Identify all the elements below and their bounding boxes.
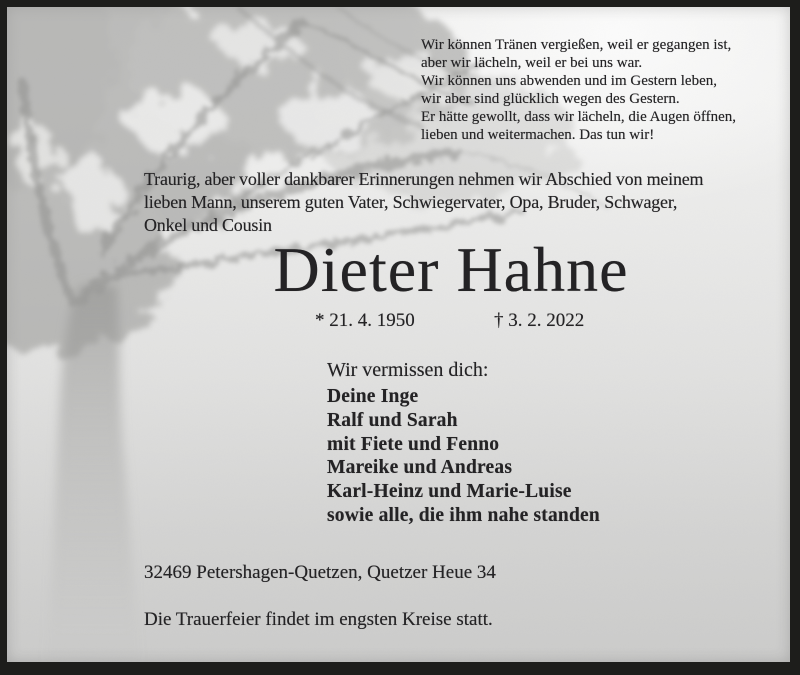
mourner-line: mit Fiete und Fenno	[327, 433, 500, 455]
deceased-name: Dieter Hahne	[273, 234, 629, 305]
mourner-line: Ralf und Sarah	[327, 409, 458, 431]
poem-line: aber wir lächeln, weil er bei uns war.	[421, 55, 643, 71]
intro-line: Onkel und Cousin	[144, 215, 272, 235]
memorial-poem	[421, 36, 736, 144]
mourners-list	[327, 385, 600, 528]
poem-line: Wir können uns abwenden und im Gestern leben,	[421, 73, 717, 89]
address-line: 32469 Petershagen-Quetzen, Quetzer Heue 34	[144, 562, 496, 583]
intro-line: lieben Mann, unserem guten Vater, Schwiegervater, Opa, Bruder, Schwager,	[144, 192, 678, 212]
birth-date: * 21. 4. 1950	[315, 310, 415, 331]
mourner-line: Deine Inge	[327, 386, 419, 407]
mourner-line: Mareike und Andreas	[327, 457, 513, 479]
poem-line: wir aber sind glücklich wegen des Gestern.	[421, 91, 680, 107]
farewell-heading: Wir vermissen dich:	[327, 359, 489, 381]
intro-paragraph	[144, 168, 703, 237]
mourner-line: Karl-Heinz und Marie-Luise	[327, 481, 572, 503]
poem-line: lieben und weitermachen. Das tun wir!	[421, 127, 655, 143]
poem-line: Er hätte gewollt, dass wir lächeln, die Augen öffnen,	[421, 109, 737, 125]
paper-background	[7, 7, 790, 662]
poem-line: Wir können Tränen vergießen, weil er gegangen ist,	[421, 37, 732, 53]
death-date: † 3. 2. 2022	[494, 310, 585, 331]
funeral-note: Die Trauerfeier findet im engsten Kreise statt.	[144, 609, 493, 630]
intro-line: Traurig, aber voller dankbarer Erinnerungen nehmen wir Abschied von meinem	[144, 169, 704, 189]
mourner-line: sowie alle, die ihm nahe standen	[327, 504, 600, 526]
